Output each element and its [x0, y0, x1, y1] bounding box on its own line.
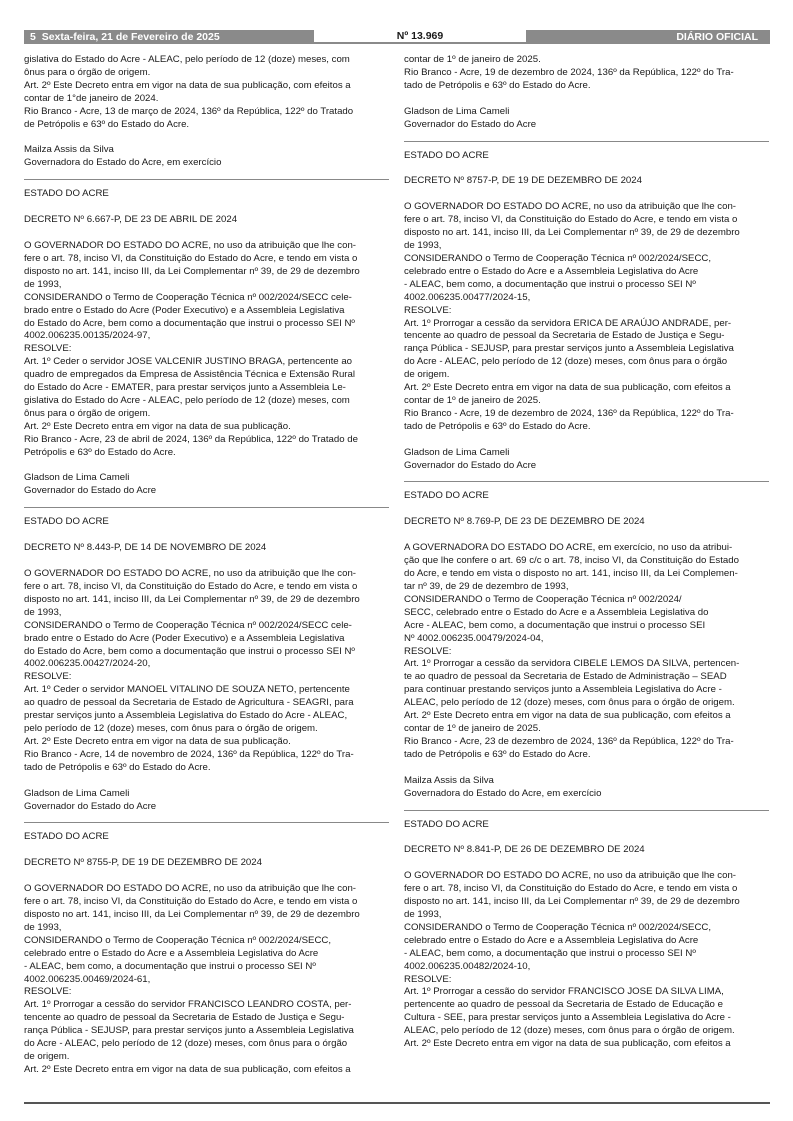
signature-title: Governadora do Estado do Acre, em exercício	[24, 157, 222, 169]
text-line: O GOVERNADOR DO ESTADO DO ACRE, no uso da atribuição que lhe con-	[24, 883, 357, 895]
text-line: ao quadro de pessoal da Secretaria de Estado de Agricultura - SEAGRI, para	[24, 697, 354, 709]
section-divider	[404, 481, 769, 482]
text-line: do Estado do Acre, bem como a documentação que instrui o processo SEI Nº	[24, 645, 355, 657]
signature-name: Gladson de Lima Cameli	[404, 105, 510, 117]
signature-title: Governador do Estado do Acre	[24, 800, 157, 812]
text-line: fere o art. 78, inciso VI, da Constituição do Estado do Acre, e tendo em vista o	[24, 896, 358, 908]
text-line: CONSIDERANDO o Termo de Cooperação Técnica nº 002/2024/SECC,	[404, 921, 712, 933]
text-line: Art. 1º Prorrogar a cessão da servidora CIBELE LEMOS DA SILVA, pertencen-	[404, 658, 740, 670]
state-heading: ESTADO DO ACRE	[404, 149, 489, 161]
left-column	[24, 54, 389, 1077]
text-line: celebrado entre o Estado do Acre e a Assembleia Legislativa do Acre	[24, 947, 319, 959]
decree-title: DECRETO Nº 8.841-P, DE 26 DE DEZEMBRO DE 2024	[404, 844, 645, 856]
text-line: contar de 1º de janeiro de 2025.	[404, 722, 541, 734]
text-line: RESOLVE:	[404, 304, 452, 316]
issue-number: Nº 13.969	[314, 28, 526, 42]
text-line: contar de 1º de janeiro de 2025.	[404, 54, 541, 65]
text-line: CONSIDERANDO o Termo de Cooperação Técnica nº 002/2024/SECC cele-	[24, 619, 352, 631]
text-line: de 1993,	[404, 240, 442, 252]
decree-title: DECRETO Nº 8757-P, DE 19 DE DEZEMBRO DE 2024	[404, 175, 642, 187]
text-line: de 1993,	[404, 909, 442, 921]
text-line: CONSIDERANDO o Termo de Cooperação Técnica nº 002/2024/SECC cele-	[24, 291, 352, 303]
text-line: tado de Petrópolis e 63º do Estado do Acre.	[24, 761, 211, 773]
text-line: ção que lhe confere o art. 69 c/c o art. 78, inciso VI, da Constituição do Estado	[404, 555, 739, 567]
text-line: Petrópolis e 63º do Estado do Acre.	[24, 446, 176, 458]
state-heading: ESTADO DO ACRE	[24, 831, 109, 843]
decree-title: DECRETO Nº 8755-P, DE 19 DE DEZEMBRO DE 2024	[24, 857, 262, 869]
text-line: 4002.006235.00135/2024-97,	[24, 330, 151, 342]
text-line: CONSIDERANDO o Termo de Cooperação Técnica nº 002/2024/	[404, 593, 682, 605]
text-line: Art. 1º Prorrogar a cessão da servidora ERICA DE ARAÚJO ANDRADE, per-	[404, 317, 732, 329]
text-line: tencente ao quadro de pessoal da Secretaria de Estado de Justiça e Segu-	[24, 1012, 345, 1024]
text-line: para continuar prestando serviços junto a Assembleia Legislativa do Acre -	[404, 684, 722, 696]
text-line: rança Pública - SEJUSP, para prestar serviços junto a Assembleia Legislativa	[24, 1025, 354, 1037]
text-line: rança Pública - SEJUSP, para prestar serviços junto a Assembleia Legislativa	[404, 343, 734, 355]
text-line: gislativa do Estado do Acre - ALEAC, pelo período de 12 (doze) meses, com	[24, 394, 350, 406]
text-line: Rio Branco - Acre, 23 de dezembro de 2024, 136º da República, 122º do Tra-	[404, 735, 734, 747]
text-line: 4002.006235.00427/2024-20,	[24, 658, 151, 670]
text-line: de 1993,	[24, 606, 62, 618]
section-divider	[404, 810, 769, 811]
signature-name: Gladson de Lima Cameli	[24, 787, 130, 799]
text-line: Acre - ALEAC, bem como, a documentação que instrui o processo SEI	[404, 619, 706, 631]
text-line: Art. 1º Prorrogar a cessão do servidor FRANCISCO JOSE DA SILVA LIMA,	[404, 986, 724, 998]
text-line: tar nº 39, de 29 de dezembro de 1993,	[404, 581, 569, 592]
text-line: - ALEAC, bem como, a documentação que instrui o processo SEI Nº	[404, 947, 696, 959]
text-line: disposto no art. 141, inciso III, da Lei Complementar nº 39, de 29 de dezembro	[404, 227, 740, 239]
text-line: disposto no art. 141, inciso III, da Lei Complementar nº 39, de 29 de dezembro	[24, 593, 360, 605]
text-line: Nº 4002.006235.00479/2024-04,	[404, 632, 544, 644]
text-line: 4002.006235.00477/2024-15,	[404, 291, 531, 303]
text-line: do Acre - ALEAC, pelo período de 12 (doze) meses, com ônus para o órgão	[404, 356, 728, 368]
text-line: Art. 1º Ceder o servidor JOSE VALCENIR JUSTINO BRAGA, pertencente ao	[24, 356, 353, 368]
text-line: Art. 2º Este Decreto entra em vigor na data de sua publicação.	[24, 735, 291, 747]
text-line: de 1993,	[24, 921, 62, 933]
text-line: celebrado entre o Estado do Acre e a Assembleia Legislativa do Acre	[404, 934, 699, 946]
page-number: 5	[30, 31, 36, 43]
page-bottom-rule	[24, 1102, 770, 1104]
section-divider	[24, 822, 389, 823]
signature-name: Gladson de Lima Cameli	[24, 472, 130, 484]
signature-name: Mailza Assis da Silva	[24, 144, 114, 156]
state-heading: ESTADO DO ACRE	[24, 188, 109, 200]
text-line: - ALEAC, bem como, a documentação que instrui o processo SEI Nº	[404, 278, 696, 290]
state-heading: ESTADO DO ACRE	[24, 516, 109, 528]
text-line: de origem.	[404, 369, 450, 381]
text-line: ALEAC, pelo período de 12 (doze) meses, com ônus para o órgão de origem.	[404, 697, 735, 709]
text-line: brado entre o Estado do Acre (Poder Executivo) e a Assembleia Legislativa	[24, 632, 345, 644]
text-line: ALEAC, pelo período de 12 (doze) meses, com ônus para o órgão de origem.	[404, 1025, 735, 1037]
issue-date: Sexta-feira, 21 de Fevereiro de 2025	[41, 31, 220, 43]
decree-title: DECRETO Nº 8.443-P, DE 14 DE NOVEMBRO DE 2024	[24, 542, 267, 554]
text-line: O GOVERNADOR DO ESTADO DO ACRE, no uso da atribuição que lhe con-	[404, 870, 737, 882]
text-line: contar de 1º de janeiro de 2025.	[404, 394, 541, 406]
section-divider	[24, 179, 389, 180]
text-line: pertencente ao quadro de pessoal da Secretaria de Estado de Educação e	[404, 999, 723, 1011]
text-line: ônus para o órgão de origem.	[24, 407, 151, 419]
text-line: gislativa do Estado do Acre - ALEAC, pelo período de 12 (doze) meses, com	[24, 54, 350, 65]
state-heading: ESTADO DO ACRE	[404, 818, 489, 830]
text-line: contar de 1°de janeiro de 2024.	[24, 92, 159, 104]
text-line: do Estado do Acre - EMATER, para prestar serviços junto a Assembleia Le-	[24, 382, 346, 394]
text-line: ônus para o órgão de origem.	[24, 66, 151, 78]
text-line: celebrado entre o Estado do Acre e a Assembleia Legislativa do Acre	[404, 265, 699, 277]
text-line: O GOVERNADOR DO ESTADO DO ACRE, no uso da atribuição que lhe con-	[404, 201, 737, 213]
text-line: SECC, celebrado entre o Estado do Acre e a Assembleia Legislativa do	[404, 606, 709, 618]
text-line: RESOLVE:	[24, 343, 72, 355]
text-line: de origem.	[24, 1051, 70, 1062]
text-line: de 1993,	[24, 278, 62, 290]
text-line: do Acre, e tendo em vista o disposto no art. 141, inciso III, da Lei Complemen-	[404, 568, 738, 580]
signature-title: Governador do Estado do Acre	[404, 459, 537, 471]
text-line: RESOLVE:	[24, 986, 72, 998]
text-line: Cultura - SEE, para prestar serviços junto a Assembleia Legislativa do Acre -	[404, 1012, 731, 1024]
text-line: Art. 1º Ceder o servidor MANOEL VITALINO DE SOUZA NETO, pertencente	[24, 684, 350, 696]
publication-name: DIÁRIO OFICIAL	[676, 31, 758, 43]
text-line: Rio Branco - Acre, 19 de dezembro de 2024, 136º da República, 122º do Tra-	[404, 407, 734, 419]
text-line: Art. 2º Este Decreto entra em vigor na data de sua publicação.	[24, 420, 291, 432]
decree-title: DECRETO Nº 6.667-P, DE 23 DE ABRIL DE 2024	[24, 214, 238, 226]
text-line: disposto no art. 141, inciso III, da Lei Complementar nº 39, de 29 de dezembro	[24, 265, 360, 277]
text-line: fere o art. 78, inciso VI, da Constituição do Estado do Acre, e tendo em vista o	[24, 581, 358, 592]
text-line: disposto no art. 141, inciso III, da Lei Complementar nº 39, de 29 de dezembro	[24, 909, 360, 921]
decree-title: DECRETO Nº 8.769-P, DE 23 DE DEZEMBRO DE 2024	[404, 516, 645, 528]
signature-title: Governador do Estado do Acre	[24, 485, 157, 497]
signature-title: Governadora do Estado do Acre, em exercício	[404, 787, 602, 799]
text-line: O GOVERNADOR DO ESTADO DO ACRE, no uso da atribuição que lhe con-	[24, 240, 357, 252]
text-line: do Estado do Acre, bem como a documentação que instrui o processo SEI Nº	[24, 317, 355, 329]
text-line: pelo período de 12 (doze) meses, com ônus para o órgão de origem.	[24, 722, 318, 734]
right-column	[404, 54, 769, 1051]
text-line: Art. 2º Este Decreto entra em vigor na data de sua publicação, com efeitos a	[404, 710, 731, 722]
signature-name: Mailza Assis da Silva	[404, 774, 494, 786]
text-line: Art. 1º Prorrogar a cessão do servidor FRANCISCO LEANDRO COSTA, per-	[24, 999, 352, 1011]
text-line: fere o art. 78, inciso VI, da Constituição do Estado do Acre, e tendo em vista o	[404, 214, 738, 226]
text-line: Art. 2º Este Decreto entra em vigor na data de sua publicação, com efeitos a	[404, 1038, 731, 1050]
page-header	[24, 30, 770, 44]
signature-title: Governador do Estado do Acre	[404, 118, 537, 130]
text-line: de Petrópolis e 63º do Estado do Acre.	[24, 118, 190, 130]
text-line: Rio Branco - Acre, 13 de março de 2024, 136º da República, 122º do Tratado	[24, 105, 354, 117]
text-line: tado de Petrópolis e 63º do Estado do Acre.	[404, 79, 591, 91]
text-line: 4002.006235.00482/2024-10,	[404, 960, 531, 972]
text-line: te ao quadro de pessoal da Secretaria de Estado de Administração – SEAD	[404, 671, 727, 683]
text-line: brado entre o Estado do Acre (Poder Executivo) e a Assembleia Legislativa	[24, 304, 345, 316]
text-line: CONSIDERANDO o Termo de Cooperação Técnica nº 002/2024/SECC,	[404, 252, 712, 264]
text-line: tado de Petrópolis e 63º do Estado do Acre.	[404, 748, 591, 760]
text-line: fere o art. 78, inciso VI, da Constituição do Estado do Acre, e tendo em vista o	[404, 883, 738, 895]
text-line: RESOLVE:	[404, 645, 452, 657]
text-line: tado de Petrópolis e 63º do Estado do Acre.	[404, 420, 591, 432]
text-line: prestar serviços junto a Assembleia Legislativa do Estado do Acre - ALEAC,	[24, 710, 348, 722]
text-line: tencente ao quadro de pessoal da Secretaria de Estado de Justiça e Segu-	[404, 330, 725, 342]
text-line: - ALEAC, bem como, a documentação que instrui o processo SEI Nº	[24, 960, 316, 972]
text-line: CONSIDERANDO o Termo de Cooperação Técnica nº 002/2024/SECC,	[24, 934, 332, 946]
section-divider	[24, 507, 389, 508]
text-line: O GOVERNADOR DO ESTADO DO ACRE, no uso da atribuição que lhe con-	[24, 568, 357, 580]
signature-name: Gladson de Lima Cameli	[404, 446, 510, 458]
text-line: 4002.006235.00469/2024-61,	[24, 973, 151, 985]
section-divider	[404, 141, 769, 142]
text-line: RESOLVE:	[24, 671, 72, 683]
text-line: quadro de empregados da Empresa de Assistência Técnica e Extensão Rural	[24, 369, 356, 381]
text-line: fere o art. 78, inciso VI, da Constituição do Estado do Acre, e tendo em vista o	[24, 252, 358, 264]
text-line: disposto no art. 141, inciso III, da Lei Complementar nº 39, de 29 de dezembro	[404, 896, 740, 908]
text-line: Art. 2º Este Decreto entra em vigor na data de sua publicação, com efeitos a	[24, 79, 351, 91]
text-line: Rio Branco - Acre, 14 de novembro de 2024, 136º da República, 122º do Tra-	[24, 748, 354, 760]
text-line: Rio Branco - Acre, 23 de abril de 2024, 136º da República, 122º do Tratado de	[24, 433, 358, 445]
text-line: Rio Branco - Acre, 19 de dezembro de 2024, 136º da República, 122º do Tra-	[404, 66, 734, 78]
text-line: Art. 2º Este Decreto entra em vigor na data de sua publicação, com efeitos a	[404, 382, 731, 394]
header-page-date	[30, 30, 220, 44]
text-line: RESOLVE:	[404, 973, 452, 985]
state-heading: ESTADO DO ACRE	[404, 490, 489, 502]
text-line: Art. 2º Este Decreto entra em vigor na data de sua publicação, com efeitos a	[24, 1063, 351, 1075]
text-line: A GOVERNADORA DO ESTADO DO ACRE, em exercício, no uso da atribui-	[404, 542, 733, 554]
text-line: do Acre - ALEAC, pelo período de 12 (doze) meses, com ônus para o órgão	[24, 1038, 348, 1050]
